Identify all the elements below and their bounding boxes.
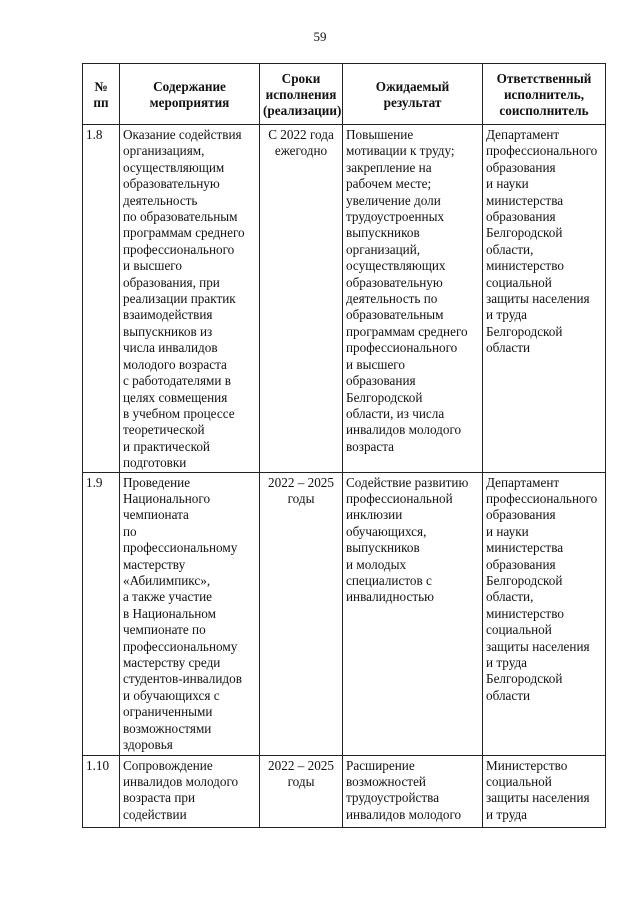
row-responsible: Министерство социальной защиты населения и труда: [483, 755, 606, 827]
header-result: Ожидаемый результат: [343, 64, 483, 125]
page-number: 59: [313, 29, 327, 44]
table-header-row: [83, 64, 606, 125]
row-number: 1.9: [83, 472, 120, 755]
row-content: Оказание содействия организациям, осуществляющим образовательную деятельность по образовательным программам среднего профессионального и высшего образования, при реализации практик взаимодействия выпускников из числа инвалидов молодого возраста с работодателями в целях совмещения в учебном процессе теоретической и практической подготовки: [120, 125, 260, 473]
row-responsible: Департамент профессионального образования и науки министерства образования Белгородской области, министерство социальной защиты населения и труда Белгородской области: [483, 125, 606, 473]
row-number: 1.10: [83, 755, 120, 827]
row-term: С 2022 года ежегодно: [260, 125, 343, 473]
header-num: № пп: [83, 64, 120, 125]
row-term: 2022 – 2025 годы: [260, 472, 343, 755]
header-term: Сроки исполнения (реализации): [260, 64, 343, 125]
row-result: Содействие развитию профессиональной инклюзии обучающихся, выпускников и молодых специалистов с инвалидностью: [343, 472, 483, 755]
row-result: Расширение возможностей трудоустройства инвалидов молодого: [343, 755, 483, 827]
row-content: Сопровождение инвалидов молодого возраста при содействии: [120, 755, 260, 827]
table-row: [83, 755, 606, 827]
header-responsible: Ответственный исполнитель, соисполнитель: [483, 64, 606, 125]
row-content: Проведение Национального чемпионата по профессиональному мастерству «Абилимпикс», а также участие в Национальном чемпионате по профессиональному мастерству среди студентов-инвалидов и обучающихся с ограниченными возможностями здоровья: [120, 472, 260, 755]
table-row: [83, 472, 606, 755]
row-responsible: Департамент профессионального образования и науки министерства образования Белгородской области, министерство социальной защиты населения и труда Белгородской области: [483, 472, 606, 755]
row-number: 1.8: [83, 125, 120, 473]
row-term: 2022 – 2025 годы: [260, 755, 343, 827]
row-result: Повышение мотивации к труду; закрепление на рабочем месте; увеличение доли трудоустроенных выпускников организаций, осуществляющих образовательную деятельность по образовательным программам среднего профессионального и высшего образования Белгородской области, из числа инвалидов молодого возраста: [343, 125, 483, 473]
table-row: [83, 125, 606, 473]
activities-table: [82, 63, 606, 828]
header-content: Содержание мероприятия: [120, 64, 260, 125]
